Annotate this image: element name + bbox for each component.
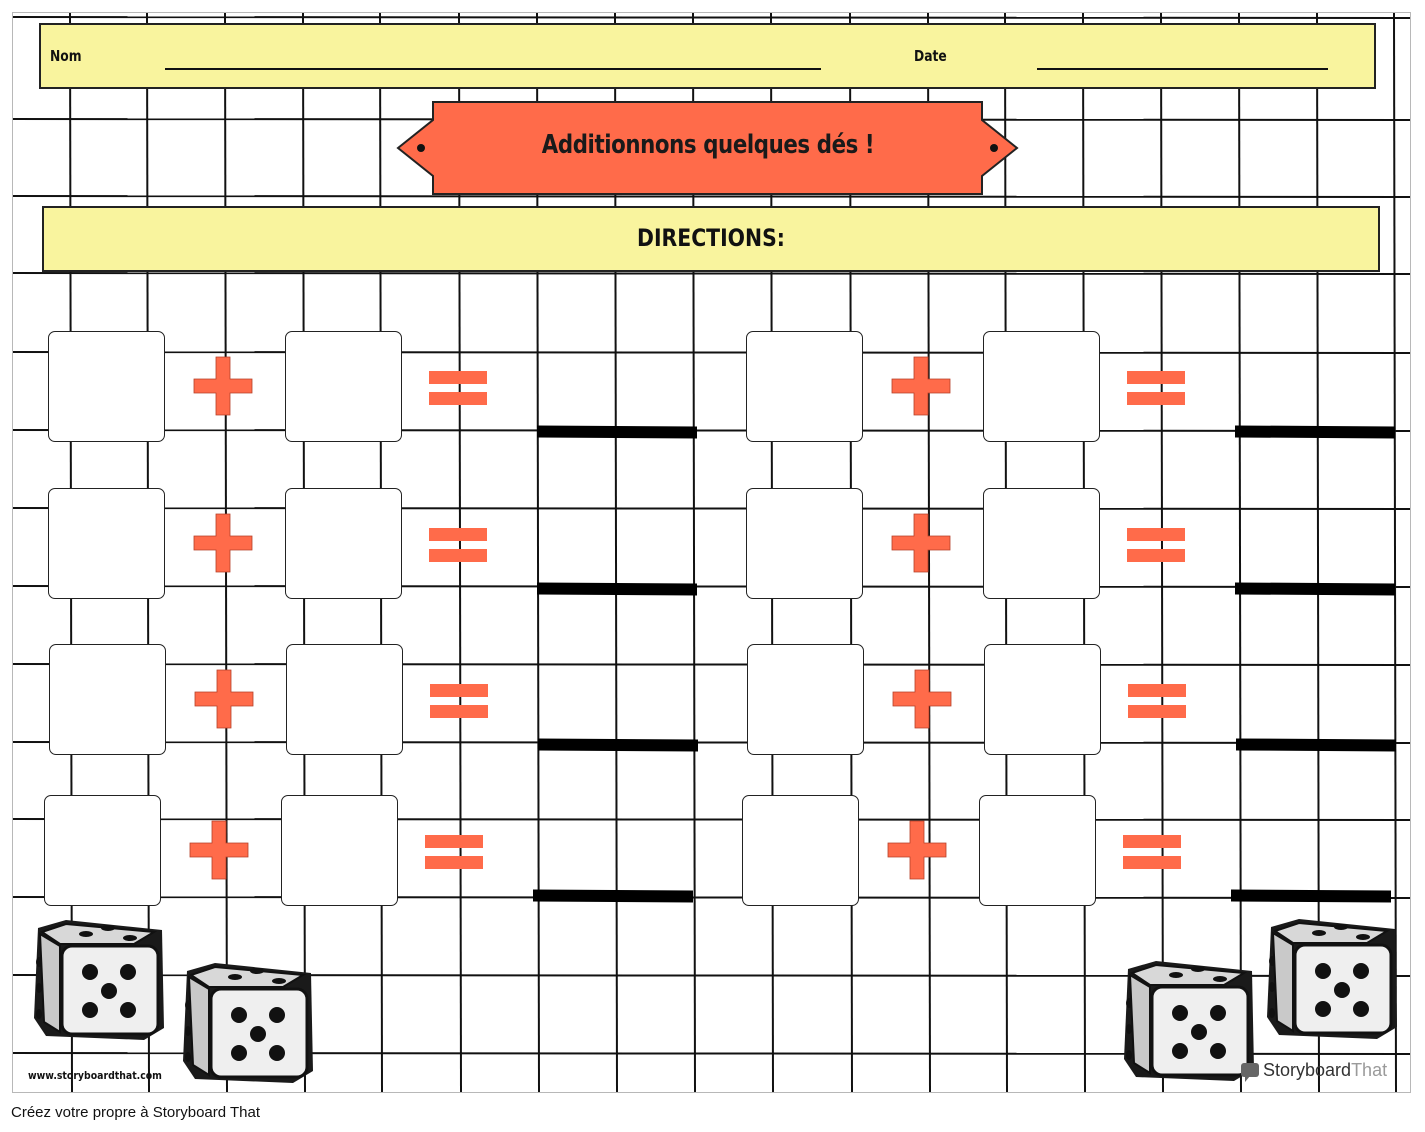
website-watermark: www.storyboardthat.com (28, 1069, 162, 1082)
plus-sign-icon (186, 506, 266, 586)
grid-line-horizontal (13, 742, 1411, 743)
directions-bar (42, 206, 1380, 272)
plus-sign-icon (182, 813, 262, 893)
answer-line[interactable] (533, 889, 693, 902)
speech-bubble-icon (1239, 1061, 1261, 1083)
dice-icon (1259, 917, 1399, 1047)
answer-line[interactable] (1235, 582, 1395, 595)
grid-line-horizontal (13, 897, 1411, 898)
title-banner (396, 100, 1020, 196)
plus-sign-icon (187, 662, 267, 742)
answer-line[interactable] (538, 738, 698, 751)
date-field[interactable] (1037, 68, 1328, 70)
addend-box[interactable] (742, 795, 859, 906)
equals-sign-icon (1117, 662, 1197, 742)
answer-line[interactable] (537, 582, 697, 595)
addend-box[interactable] (979, 795, 1096, 906)
answer-line[interactable] (1235, 425, 1395, 438)
plus-sign-icon (884, 349, 964, 429)
equals-sign-icon (1116, 506, 1196, 586)
addend-box[interactable] (984, 644, 1101, 755)
grid-line-horizontal (13, 430, 1411, 431)
equals-sign-icon (418, 349, 498, 429)
addend-box[interactable] (746, 331, 863, 442)
addend-box[interactable] (983, 488, 1100, 599)
equals-sign-icon (414, 813, 494, 893)
dice-icon (26, 918, 166, 1048)
name-date-bar (39, 23, 1376, 89)
answer-line[interactable] (1236, 738, 1396, 751)
addend-box[interactable] (747, 644, 864, 755)
plus-sign-icon (186, 349, 266, 429)
page-title: Additionnons quelques dés ! (541, 130, 875, 160)
name-field[interactable] (165, 68, 821, 70)
grid-line-horizontal (13, 273, 1411, 274)
worksheet (12, 12, 1411, 1093)
name-label: Nom (50, 47, 82, 65)
addend-box[interactable] (48, 488, 165, 599)
brand-text: StoryboardThat (1263, 1060, 1388, 1080)
plus-sign-icon (885, 662, 965, 742)
plus-sign-icon (884, 506, 964, 586)
addend-box[interactable] (285, 488, 402, 599)
answer-line[interactable] (1231, 889, 1391, 902)
addend-box[interactable] (285, 331, 402, 442)
grid-line-horizontal (13, 586, 1411, 587)
equals-sign-icon (1112, 813, 1192, 893)
plus-sign-icon (880, 813, 960, 893)
directions-label: DIRECTIONS: (637, 224, 785, 252)
addend-box[interactable] (44, 795, 161, 906)
answer-line[interactable] (537, 425, 697, 438)
date-label: Date (914, 47, 947, 65)
grid-line-horizontal (13, 17, 1411, 18)
equals-sign-icon (418, 506, 498, 586)
grid-line-horizontal (13, 196, 1411, 197)
addend-box[interactable] (286, 644, 403, 755)
dice-icon (1116, 959, 1256, 1089)
equals-sign-icon (419, 662, 499, 742)
dice-icon (175, 961, 315, 1091)
grid-line-vertical (1239, 13, 1241, 1093)
addend-box[interactable] (49, 644, 166, 755)
addend-box[interactable] (983, 331, 1100, 442)
equals-sign-icon (1116, 349, 1196, 429)
footer-link[interactable]: Créez votre propre à Storyboard That (11, 1104, 261, 1121)
addend-box[interactable] (48, 331, 165, 442)
addend-box[interactable] (746, 488, 863, 599)
addend-box[interactable] (281, 795, 398, 906)
